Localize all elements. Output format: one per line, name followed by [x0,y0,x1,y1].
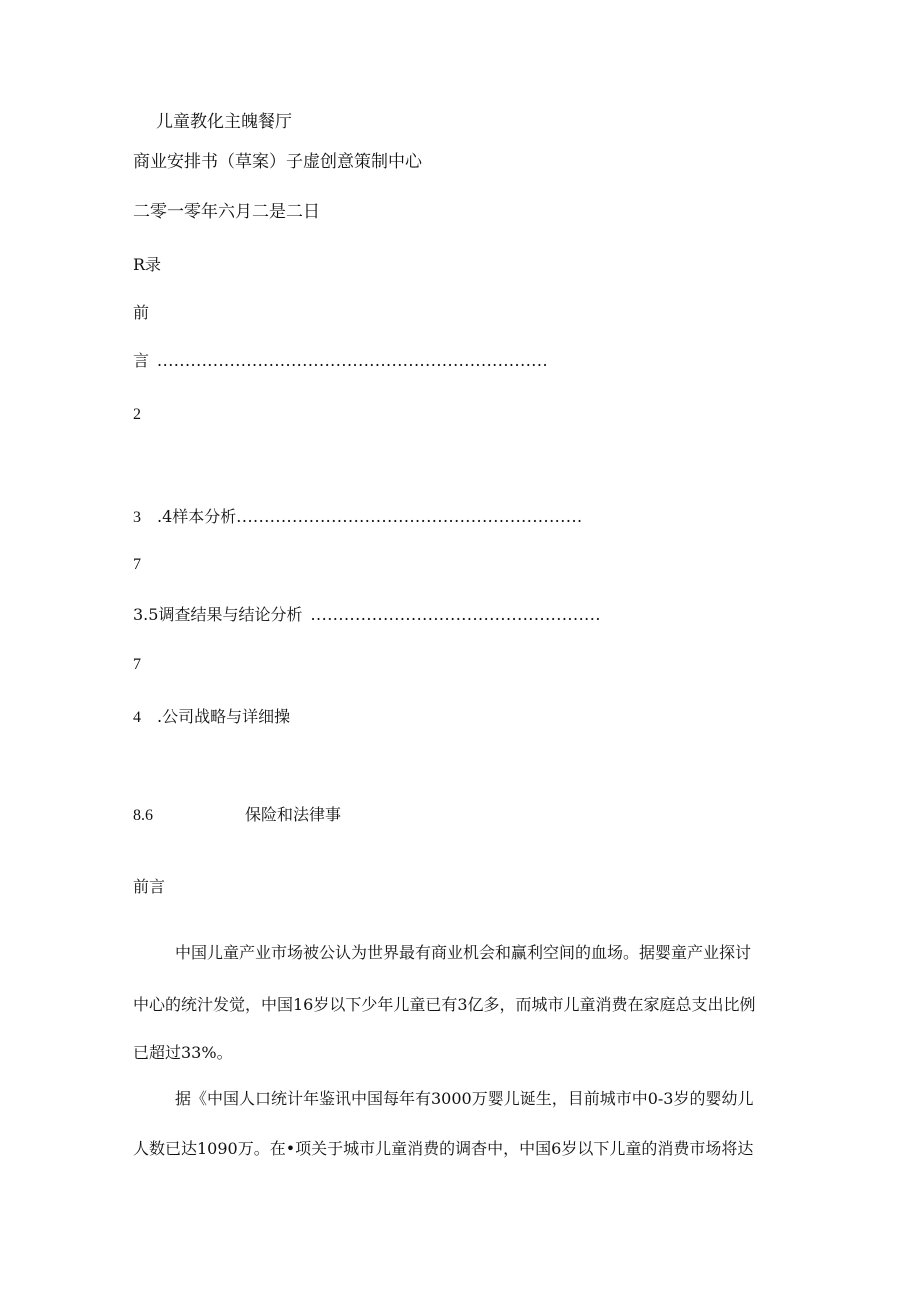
toc-entry-label: .4样本分析 [157,507,237,526]
preface-heading: 前言 [133,877,166,896]
preface-paragraph-1-line-3: 已超过33%。 [133,1043,233,1062]
document-date: 二零一零年六月二是二日 [133,202,320,222]
preface-paragraph-2-line-2: 人数已达1090万。在•项关于城市儿童消费的调杳中，中国6岁以下儿童的消费市场将达 [133,1139,754,1158]
toc-entry-8-6[interactable] [133,804,341,826]
toc-entry-number: 8.6 [133,807,153,824]
toc-entry-number: 4 [133,709,141,726]
toc-entry-3-5-page: 7 [133,656,141,673]
toc-preface-char1: 前 [133,303,150,322]
toc-entry-3-4[interactable] [133,506,583,528]
toc-entry-label: 3.5调查结果与结论分析 [133,605,303,624]
toc-entry-label: 保险和法律事 [245,805,342,824]
document-title: 儿童教化主魄餐厅 [156,112,292,132]
preface-paragraph-2-line-1: 据《中国人口统计年鉴讯中国每年有3000万婴儿诞生，目前城市中0-3岁的婴幼儿 [175,1089,754,1108]
toc-entry-3-4-page: 7 [133,556,141,573]
toc-entry-number: 3 [133,509,141,526]
toc-leader-dots: .............................................................. [236,507,583,526]
toc-preface-page: 2 [133,406,141,423]
toc-entry-label: .公司战略与详细操 [157,707,291,726]
toc-entry-preface[interactable] [133,350,548,372]
toc-leader-dots: .................................................... [310,605,601,624]
toc-heading: R录 [133,255,162,274]
toc-entry-3-5[interactable] [133,604,601,626]
preface-paragraph-1-line-2: 中心的统汁发觉，中国16岁以下少年儿童已有3亿多，而城市儿童消费在家庭总支出比例 [133,995,756,1014]
toc-leader-dots: ...................................................................... [157,351,549,370]
document-subtitle: 商业安排书（草案）子虚创意策制中心 [133,152,422,172]
toc-entry-4[interactable] [133,706,290,728]
toc-preface-char2: 言 [133,351,150,370]
preface-paragraph-1-line-1: 中国儿童产业市场被公认为世界最有商业机会和赢利空间的血场。据婴童产业探讨 [175,943,752,962]
